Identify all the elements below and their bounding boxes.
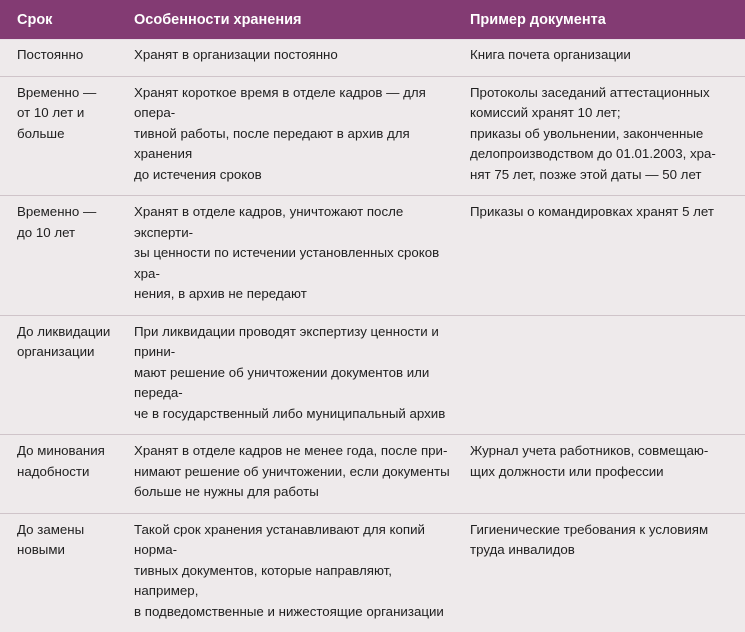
table-row — [0, 76, 745, 196]
features-text: Хранят в организации постоянно — [134, 47, 338, 62]
features-cell — [134, 40, 470, 77]
table-row — [0, 513, 745, 632]
features-text: При ликвидации проводят экспертизу ценности и прини- мают решение об уничтожении документов или переда- че в государственный либо муниципальный архив — [134, 323, 446, 421]
period-cell — [0, 315, 134, 435]
period-text: До минования надобности — [17, 443, 105, 479]
period-text: Постоянно — [17, 47, 84, 62]
example-text: Гигиенические требования к условиям труда инвалидов — [470, 521, 709, 557]
period-text: До ликвидации организации — [17, 323, 111, 359]
features-cell — [134, 435, 470, 514]
table-row — [0, 315, 745, 435]
example-text: Журнал учета работников, совмещаю- щих должности или профессии — [470, 443, 709, 479]
example-text: Протоколы заседаний аттестационных комиссий хранят 10 лет; приказы об увольнении, законченные делопроизводством до 01.01.2003, хра- нят 75 лет, позже этой даты — 50 лет — [470, 84, 716, 182]
features-cell — [134, 513, 470, 632]
period-cell — [0, 513, 134, 632]
example-cell — [470, 435, 745, 514]
example-cell — [470, 40, 745, 77]
period-cell — [0, 76, 134, 196]
period-cell — [0, 196, 134, 316]
table-row — [0, 40, 745, 77]
table-row — [0, 196, 745, 316]
header-example: Пример документа — [470, 0, 745, 40]
header-features: Особенности хранения — [134, 0, 470, 40]
table-header-row — [0, 0, 745, 40]
example-cell — [470, 513, 745, 632]
features-text: Хранят в отделе кадров не менее года, после при- нимают решение об уничтожении, если документы больше не нужны для работы — [134, 443, 450, 499]
period-cell — [0, 40, 134, 77]
period-text: Временно — до 10 лет — [17, 204, 97, 240]
features-text: Хранят короткое время в отделе кадров — для опера- тивной работы, после передают в архив для хранения до истечения сроков — [134, 84, 426, 182]
example-text: Приказы о командировках хранят 5 лет — [470, 204, 714, 219]
period-cell — [0, 435, 134, 514]
example-cell — [470, 76, 745, 196]
example-cell — [470, 196, 745, 316]
example-cell — [470, 315, 745, 435]
features-cell — [134, 196, 470, 316]
example-text: Книга почета организации — [470, 47, 631, 62]
features-text: Хранят в отделе кадров, уничтожают после эксперти- зы ценности по истечении установленных сроков хра- нения, в архив не передают — [134, 204, 440, 301]
features-cell — [134, 315, 470, 435]
features-text: Такой срок хранения устанавливают для копий норма- тивных документов, которые направляют, например, в подведомственные и нижестоящие организации — [134, 521, 444, 619]
header-period: Срок — [0, 0, 134, 40]
features-cell — [134, 76, 470, 196]
table-row — [0, 435, 745, 514]
period-text: До замены новыми — [17, 521, 85, 557]
period-text: Временно — от 10 лет и больше — [17, 84, 97, 141]
